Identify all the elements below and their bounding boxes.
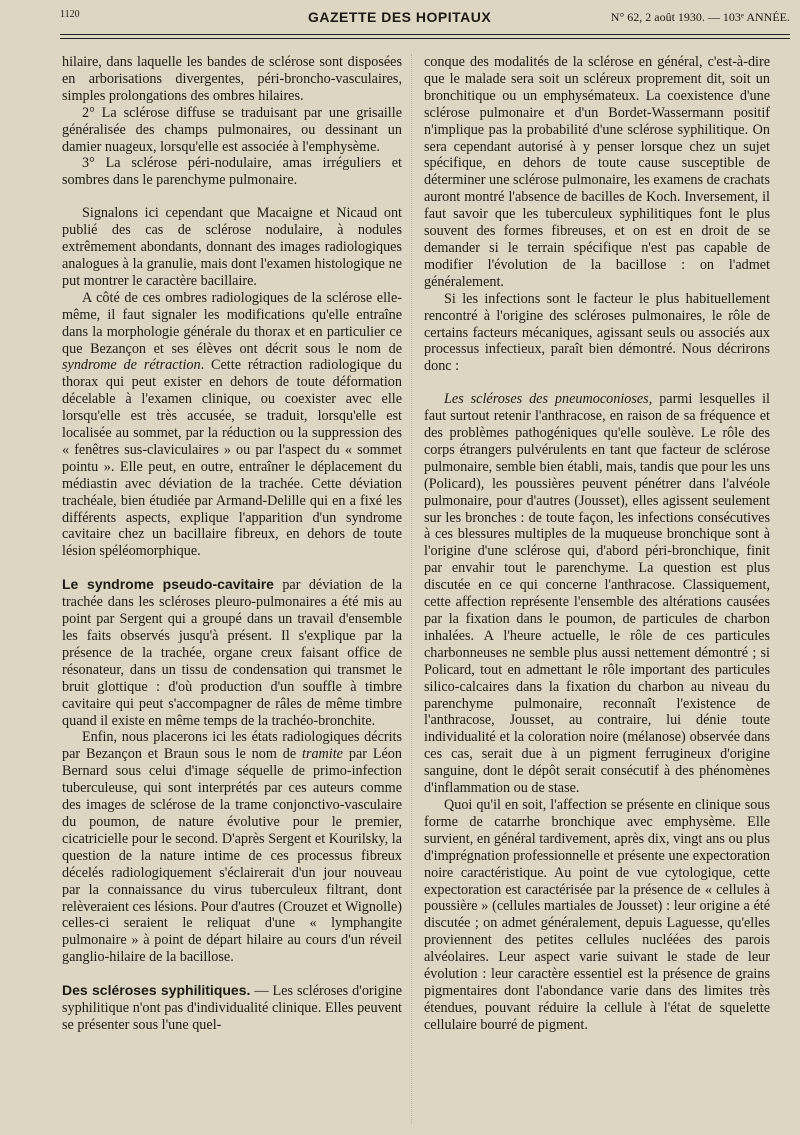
section-heading: Des scléroses syphilitiques. xyxy=(62,982,251,999)
paragraph: Quoi qu'il en soit, l'affection se présente en clinique sous forme de catarrhe bronchique avec emphysème. Elle survient, en général tardivement, après dix, vingt ans ou plus d'imprégnation professionnelle et présente une expectoration noire caractéristique. Au point de vue cytologique, cette expectoration est caractérisée par la présence de « cellules à poussière » (cellules martiales de Jousset) : leur origine a été discutée ; on admet généralement, depuis Laguesse, qu'elles proviennent des petites cellules nucléées des parois alvéolaires. Leur aspect varie suivant le stade de leur évolution : leur caractère essentiel est la présence de grains pigmentaires dont l'abondance varie dans des limites très étendues, pouvant réduire la cellule à l'état de squelette cellulaire bourré de pigment. xyxy=(424,796,770,1033)
italic-term: Les scléroses des pneumoconioses xyxy=(444,391,649,408)
right-column xyxy=(424,54,770,1034)
paragraph-text: , parmi lesquelles il faut surtout retenir l'anthracose, en raison de sa fréquence et des problèmes pathogéniques qu'elle soulève. Le rôle des corps étrangers pulvérulents en tant que facteur de sclérose pulmonaire, semble bien établi, mais, tandis que pour les uns (Policard), les poussières peuvent pénétrer dans l'alvéole pulmonaire, pour d'autres (Jousset), elles agissent seulement sur les bronches : de toute façon, les infections consécutives à ces blessures multiples de la muqueuse bronchique sont à l'origine d'une sclérose qui, d'abord péri-bronchique, finit par envahir tout le parenchyme. La question est plus discutée en ce qui concerne l'anthracose. Classiquement, cette affection représente l'ensemble des altérations causées par la fixation dans le poumon, de particules de charbon inhalées. A l'heure actuelle, le rôle de ces particules charbonneuses ne semble plus aussi nettement démontré ; si Policard, tout en admettant le rôle important des particules silico-calcaires dans la fixation du charbon au niveau du parenchyme pulmonaire, reconnaît l'existence de l'anthracose, Jousset, au contraire, lui dénie toute individualité et la coloration noire (mélanose) observée dans ces cas, serait due à un pigment ferrugineux d'origine sanguine, dont le dépôt serait consécutif à des phénomènes d'inflammation ou de stase. xyxy=(424,391,770,797)
paragraph-text: . Cette rétraction radiologique du thorax qui peut exister en dehors de toute déformation décelable à l'examen clinique, ou coexister avec elle lorsqu'elle est très accusée, se traduit, lorsqu'elle est localisée au sommet, par la réduction ou la suppression des « fenêtres sus-claviculaires » ou par l'aspect du « sommet pointu ». Elle peut, en outre, entraîner le déplacement du médiastin avec déviation de la trachée. Cette déviation trachéale, bien étudiée par Armand-Delille qui en a fixé les différents aspects, explique l'apparition d'un syndrome cavitaire chez un bacillaire fibreux, en dehors de toute lésion spéléomorphique. xyxy=(62,357,402,560)
page-header xyxy=(60,9,790,31)
paragraph-text: A côté de ces ombres radiologiques de la sclérose elle-même, il faut signaler les modifications qu'elle entraîne dans la morphologie générale du thorax et en particulier ce que Bezançon et ses élèves ont décrit sous le nom de xyxy=(62,289,402,357)
column-divider xyxy=(411,54,412,1124)
paragraph xyxy=(424,391,770,797)
italic-term: tramite xyxy=(302,746,343,763)
paragraph: Signalons ici cependant que Macaigne et Nicaud ont publié des cas de sclérose nodulaire, à nodules extrêmement abondants, donnant des images radiologiques analogues à la granulie, mais dont l'examen histologique ne put montrer le caractère bacillaire. xyxy=(62,205,402,289)
paragraph-text: — Les scléroses d'origine syphilitique n'ont pas d'individualité clinique. Elles peuvent se présenter sous l'une quel- xyxy=(62,983,402,1033)
issue-info: N° 62, 2 août 1930. — 103ᵉ ANNÉE. xyxy=(610,10,790,24)
paragraph-text: par Léon Bernard sous celui d'image séquelle de primo-infection tuberculeuse, qui sont interprétés par ces auteurs comme des images de sclérose de la trame conjonctivo-vasculaire du poumon, de nature évolutive pour le premier, cicatricielle pour le second. D'après Sergent et Kourilsky, la question de la nature intime de ces processus fibreux décelés radiologiquement s'éclairerait d'un jour nouveau par la connaissance du virus tuberculeux filtrant, dont relèveraient ces lésions. Pour d'autres (Crouzet et Wignolle) celles-ci seraient le reliquat d'une « lymphangite pulmonaire » à point de départ hilaire au cours d'un réveil ganglio-hilaire de la bacillose. xyxy=(62,746,402,966)
paragraph-text: par déviation de la trachée dans les scléroses pleuro-pulmonaires a été mis au point par Sergent qui a groupé dans un travail d'ensemble les faits observés jusqu'à présent. Il s'explique par la présence de la trachée, organe creux faisant office de résonateur, dans un tissu de condensation qui transmet le bruit glottique : d'où production d'un souffle à timbre cavitaire qui peut s'accompagner de râles de même timbre quand il existe en même temps de la trachéo-bronchite. xyxy=(62,577,402,729)
paragraph: 2° La sclérose diffuse se traduisant par une grisaille généralisée des champs pulmonaires, ou dessinant un damier nuageux, lorsqu'elle est associée à l'emphysème. xyxy=(62,104,402,155)
paragraph xyxy=(62,729,402,966)
paragraph xyxy=(62,982,402,1034)
paragraph: 3° La sclérose péri-nodulaire, amas irréguliers et sombres dans le parenchyme pulmonaire. xyxy=(62,155,402,189)
paragraph xyxy=(62,576,402,729)
page-number: 1120 xyxy=(60,9,80,20)
italic-term: syndrome de rétraction xyxy=(62,357,201,374)
header-rule-bottom xyxy=(60,38,790,39)
paragraph xyxy=(62,290,402,561)
journal-title: GAZETTE DES HOPITAUX xyxy=(308,9,492,25)
paragraph: conque des modalités de la sclérose en général, c'est-à-dire que le malade sera soit un scléreux proprement dit, soit un bronchitique ou un emphysémateux. La coexistence d'une sclérose pulmonaire et d'un Bordet-Wassermann positif n'implique pas la probabilité d'une sclérose syphilitique. On sera cependant autorisé à y penser lorsque chez un sujet spécifique, en dehors de toute cause susceptible de déterminer une sclérose pulmonaire, les examens de crachats auront montré l'absence de bacilles de Koch. Inversement, il faut savoir que les tuberculeux syphilitiques font le plus souvent des formes fibreuses, et on est en droit de se demander si le terrain spécifique n'est pas capable de modifier l'évolution de la bacillose : on l'admet généralement. xyxy=(424,54,770,290)
paragraph: hilaire, dans laquelle les bandes de sclérose sont disposées en arborisations divergentes, péri-broncho-vasculaires, simples prolongations des ombres hilaires. xyxy=(62,54,402,104)
left-column xyxy=(62,54,402,1034)
header-rule-top xyxy=(60,34,790,35)
paragraph: Si les infections sont le facteur le plus habituellement rencontré à l'origine des scléroses pulmonaires, le rôle de certains facteurs mécaniques, agissant seuls ou associés aux processus infectieux, paraît bien démontré. Nous décrirons donc : xyxy=(424,290,770,375)
section-heading: Le syndrome pseudo-cavitaire xyxy=(62,576,274,593)
paragraph-text: Enfin, nous placerons ici les états radiologiques décrits par Bezançon et Braun sous le nom de xyxy=(62,729,402,763)
